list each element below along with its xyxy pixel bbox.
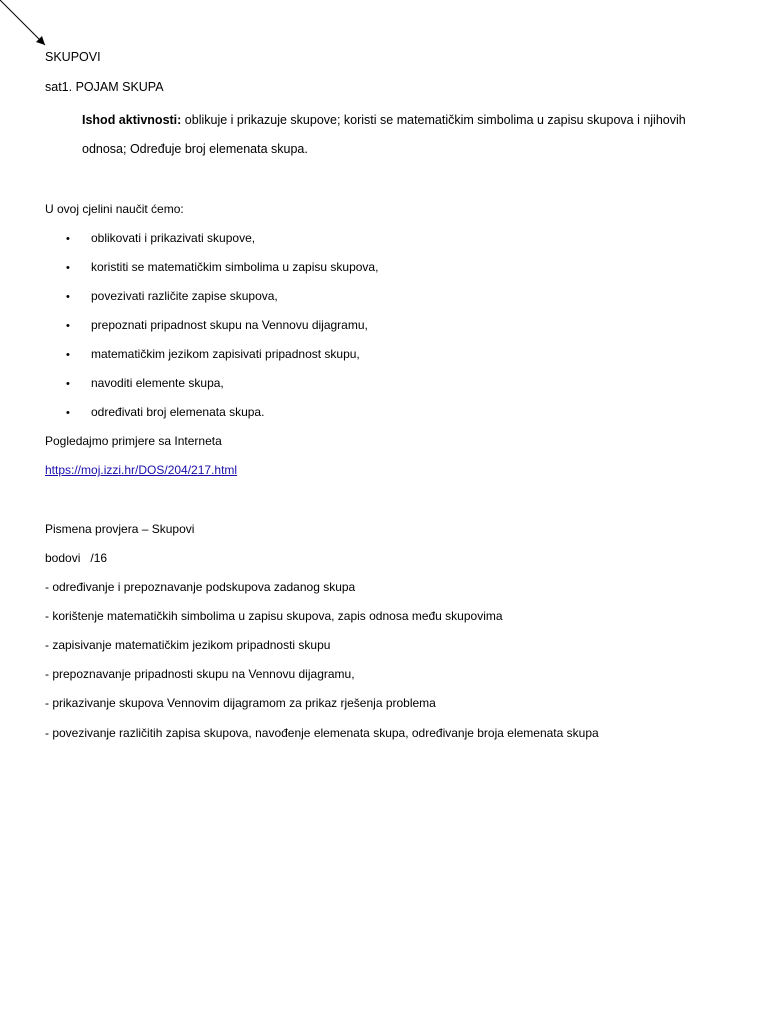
test-item: - prepoznavanje pripadnosti skupu na Vennovu dijagramu, <box>45 667 355 681</box>
outcome-text: oblikuje i prikazuje skupove; koristi se matematičkim simbolima u zapisu skupova i njihovih odnosa; Određuje broj elemenata skupa. <box>82 113 686 156</box>
bullet-icon: • <box>66 291 70 303</box>
list-item: • navoditi elemente skupa, <box>66 376 224 390</box>
points-label: bodovi /16 <box>45 551 108 565</box>
bullet-icon: • <box>66 320 70 332</box>
bullet-icon: • <box>66 233 70 245</box>
bullet-icon: • <box>66 262 70 274</box>
test-title: Pismena provjera – Skupovi <box>45 522 195 536</box>
example-link[interactable]: https://moj.izzi.hr/DOS/204/217.html <box>45 463 238 477</box>
test-item: - određivanje i prepoznavanje podskupova zadanog skupa <box>45 580 356 594</box>
examples-text: Pogledajmo primjere sa Interneta <box>45 434 222 448</box>
list-item: • povezivati različite zapise skupova, <box>66 289 278 303</box>
test-item: - korištenje matematičkih simbolima u zapisu skupova, zapis odnosa među skupovima <box>45 609 503 623</box>
bullet-icon: • <box>66 407 70 419</box>
arrow-icon <box>0 0 50 50</box>
test-item: - zapisivanje matematičkim jezikom pripadnosti skupu <box>45 638 331 652</box>
bullet-icon: • <box>66 349 70 361</box>
document-title: SKUPOVI <box>45 50 101 64</box>
outcome-label: Ishod aktivnosti: <box>82 113 182 127</box>
list-item: • određivati broj elemenata skupa. <box>66 405 265 419</box>
bullet-icon: • <box>66 378 70 390</box>
list-item: • prepoznati pripadnost skupu na Vennovu dijagramu, <box>66 318 368 332</box>
list-item: • koristiti se matematičkim simbolima u zapisu skupova, <box>66 260 379 274</box>
list-item: • oblikovati i prikazivati skupove, <box>66 231 256 245</box>
intro-text: U ovoj cjelini naučit ćemo: <box>45 202 184 216</box>
test-item: - povezivanje različitih zapisa skupova, navođenje elemenata skupa, određivanje broja elemenata skupa <box>45 726 599 740</box>
lesson-title: sat1. POJAM SKUPA <box>45 80 164 94</box>
list-item: • matematičkim jezikom zapisivati pripadnost skupu, <box>66 347 360 361</box>
learning-outcome <box>82 106 722 164</box>
test-item: - prikazivanje skupova Vennovim dijagramom za prikaz rješenja problema <box>45 696 436 710</box>
